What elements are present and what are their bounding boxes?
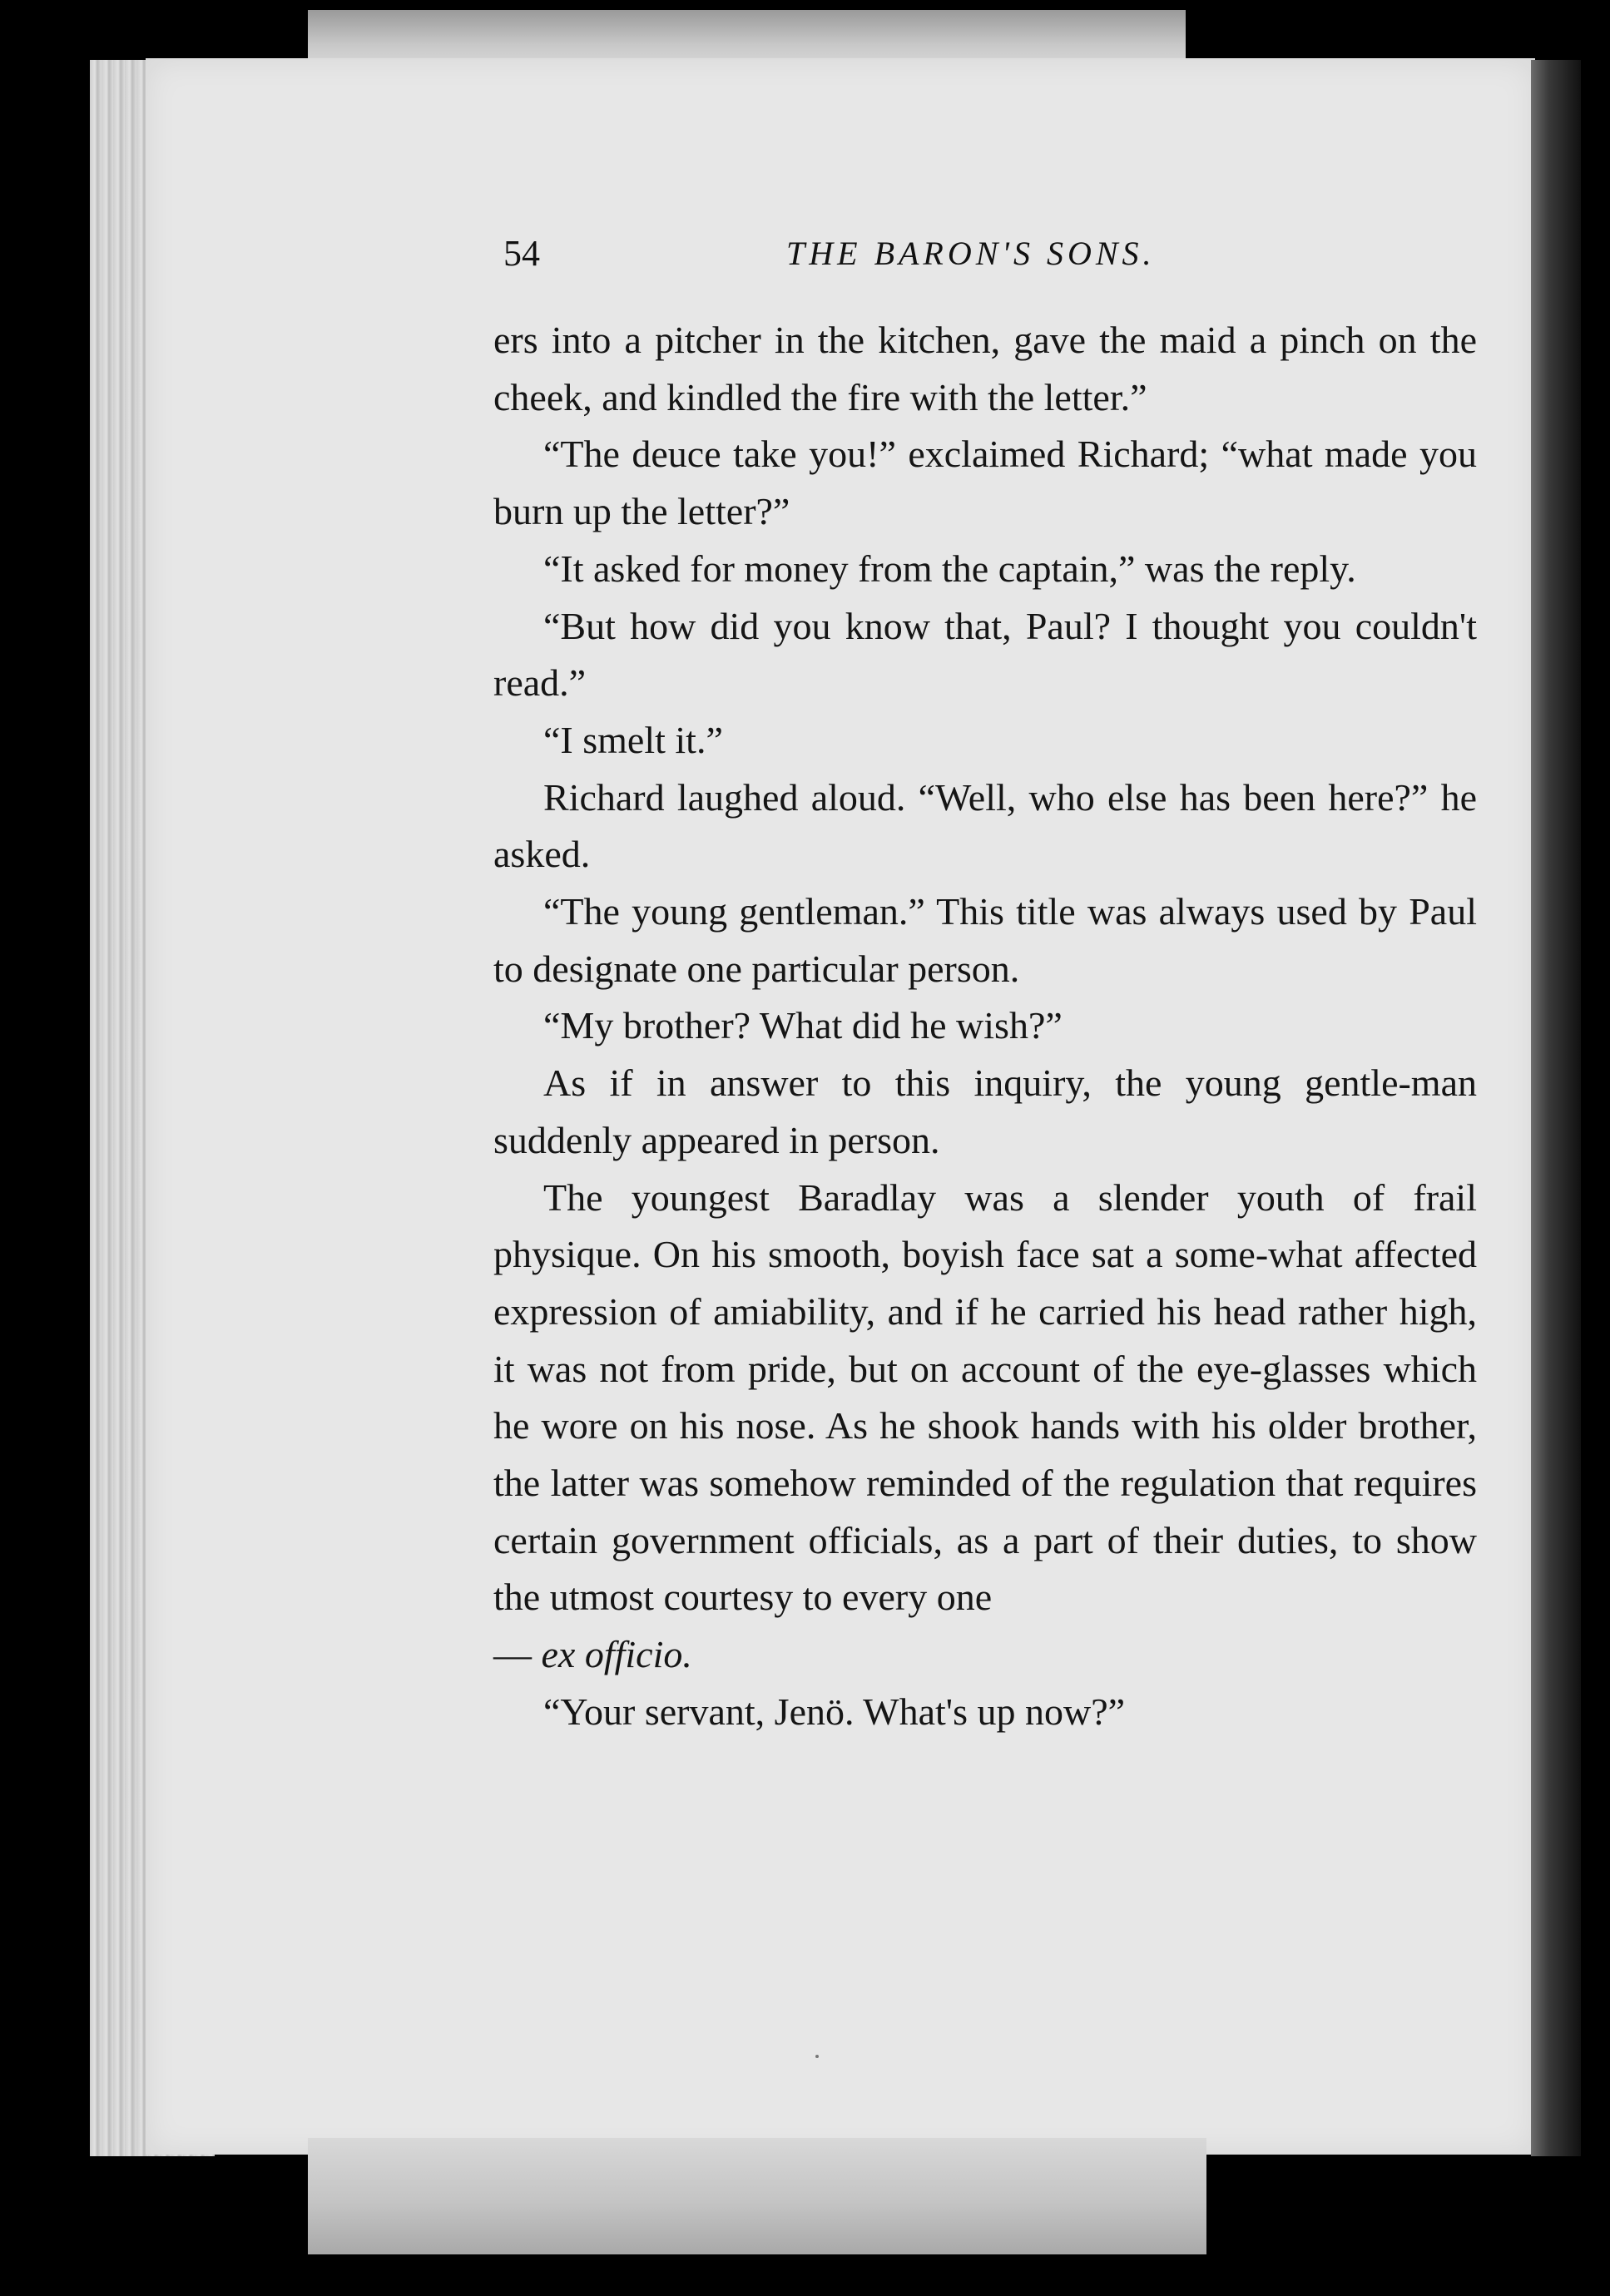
page-number: 54 — [503, 233, 540, 274]
book-binding-edge — [1531, 60, 1581, 2156]
paragraph: Richard laughed aloud. “Well, who else has been here?” he asked. — [493, 775, 1477, 876]
paragraph-continuation: ers into a pitcher in the kitchen, gave the maid a pinch on the cheek, and kindled the fire with the letter.” — [493, 319, 1477, 418]
ex-officio-phrase: ex officio. — [541, 1633, 692, 1676]
paragraph: As if in answer to this inquiry, the young gentle-man suddenly appeared in person. — [493, 1061, 1477, 1161]
running-title: THE BARON'S SONS. — [786, 235, 1156, 272]
paragraph: “My brother? What did he wish?” — [543, 1004, 1063, 1047]
em-dash: — — [493, 1633, 532, 1676]
ex-officio-line — [493, 1626, 1477, 1684]
paragraph: The youngest Baradlay was a slender youth of frail physique. On his smooth, boyish face sat a some-what affected expression of amiability, and if he carried his head rather high, it was not from pride, but on account of the eye-glasses which he wore on his nose. As he shook hands with his older brother, the latter was somehow reminded of the regulation that requires certain government officials, as a part of their duties, to show the utmost courtesy to every one — [493, 1175, 1477, 1619]
paragraph: “I smelt it.” — [543, 718, 723, 761]
paragraph: “The deuce take you!” exclaimed Richard; “what made you burn up the letter?” — [493, 433, 1477, 533]
scan-speck — [815, 2055, 819, 2058]
paragraph: “The young gentleman.” This title was always used by Paul to designate one particular person. — [493, 890, 1477, 990]
running-head — [503, 229, 1186, 279]
paragraph: “But how did you know that, Paul? I thought you couldn't read.” — [493, 604, 1477, 705]
paragraph: “Your servant, Jenö. What's up now?” — [543, 1690, 1126, 1733]
adjacent-page-bottom-edge — [308, 2138, 1206, 2254]
paragraph: “It asked for money from the captain,” was the reply. — [543, 547, 1356, 590]
body-text — [493, 312, 1477, 1741]
